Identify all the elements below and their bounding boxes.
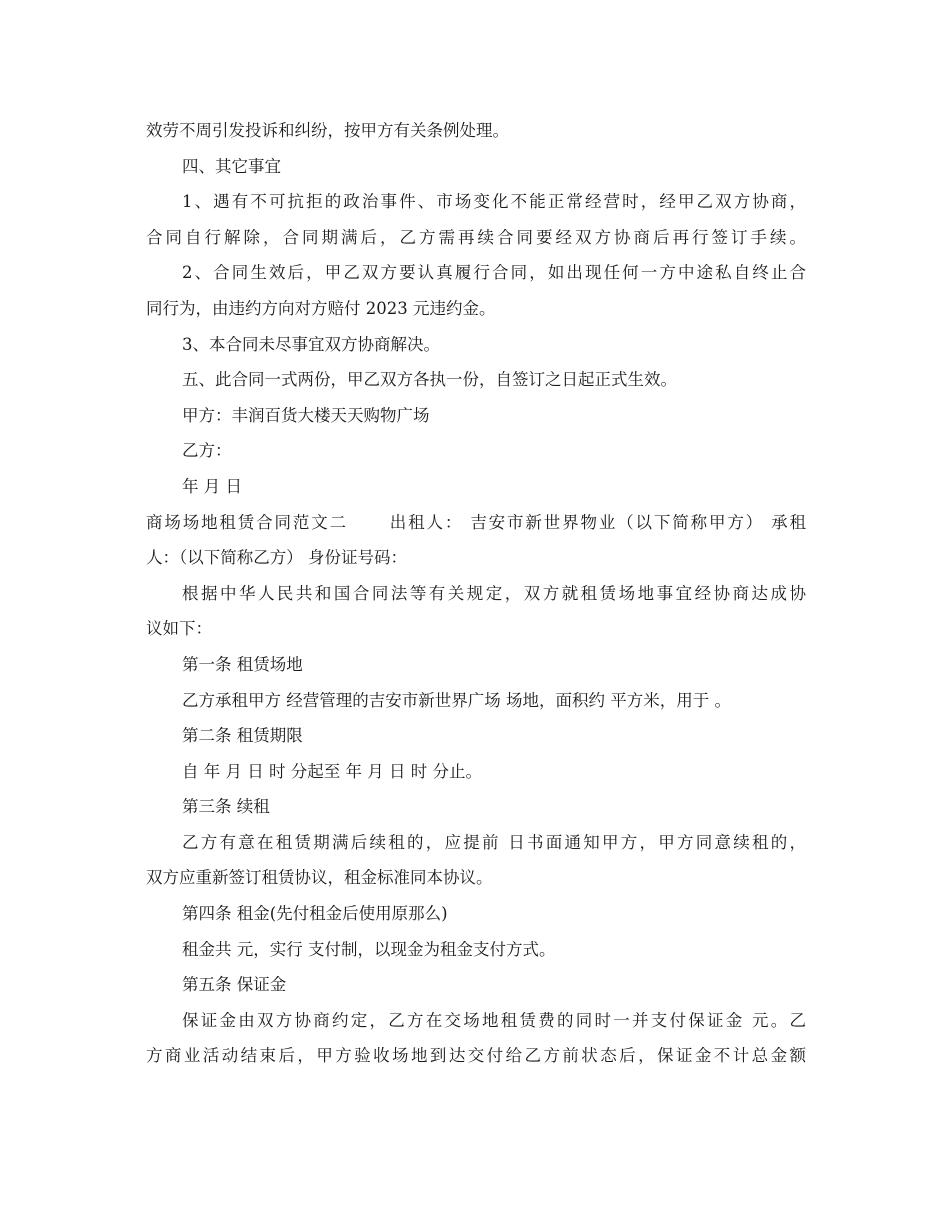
article-heading: 第三条 续租 [182, 797, 270, 817]
lessor-text: 出租人： 吉安市新世界物业（以下简称甲方） 承租 [387, 512, 806, 532]
article-heading: 第一条 租赁场地 [182, 654, 303, 674]
article-heading: 第五条 保证金 [182, 975, 287, 995]
party-b-line: 乙方： [182, 441, 232, 461]
paragraph-line: 自 年 月 日 时 分起至 年 月 日 时 分止。 [182, 761, 482, 781]
paragraph-line: 方商业活动结束后，甲方验收场地到达交付给乙方前状态后，保证金不计总金额 [146, 1046, 806, 1066]
contract-title-line [146, 505, 806, 541]
paragraph-line: 保证金由双方协商约定，乙方在交场地租赁费的同时一并支付保证金 元。乙 [182, 1010, 806, 1030]
paragraph-line: 乙方有意在租赁期满后续租的，应提前 日书面通知甲方，甲方同意续租的， [182, 832, 806, 852]
paragraph-line: 议如下： [146, 619, 212, 639]
paragraph-line: 3、本合同未尽事宜双方协商解决。 [182, 334, 440, 354]
paragraph-line: 根据中华人民共和国合同法等有关规定，双方就租赁场地事宜经协商达成协 [182, 583, 806, 603]
paragraph-line: 1、遇有不可抗拒的政治事件、市场变化不能正常经营时，经甲乙双方协商， [182, 192, 806, 212]
date-line: 年 月 日 [182, 476, 242, 496]
paragraph-line: 人：（以下简称乙方） 身份证号码： [146, 548, 407, 568]
section-heading: 四、其它事宜 [182, 156, 281, 176]
paragraph-line: 五、此合同一式两份，甲乙双方各执一份，自签订之日起正式生效。 [182, 370, 677, 390]
paragraph-line: 2、合同生效后，甲乙双方要认真履行合同，如出现任何一方中途私自终止合 [182, 263, 806, 283]
paragraph-line: 乙方承租甲方 经营管理的吉安市新世界广场 场地，面积约 平方米，用于 。 [182, 690, 731, 710]
paragraph-line: 租金共 元，实行 支付制，以现金为租金支付方式。 [182, 939, 556, 959]
contract-title: 商场场地租赁合同范文二 [146, 512, 348, 532]
paragraph-line: 同行为，由违约方向对方赔付 2023 元违约金。 [146, 298, 496, 318]
party-a-line: 甲方：丰润百货大楼天天购物广场 [182, 405, 430, 425]
article-heading: 第四条 租金(先付租金后使用原那么) [182, 904, 448, 924]
paragraph-line: 合同自行解除，合同期满后，乙方需再续合同要经双方协商后再行签订手续。 [146, 227, 806, 247]
paragraph-line: 双方应重新签订租赁协议，租金标准同本协议。 [146, 868, 493, 888]
document-body [146, 113, 806, 1074]
article-heading: 第二条 租赁期限 [182, 726, 303, 746]
paragraph-line: 效劳不周引发投诉和纠纷，按甲方有关条例处理。 [146, 121, 509, 140]
